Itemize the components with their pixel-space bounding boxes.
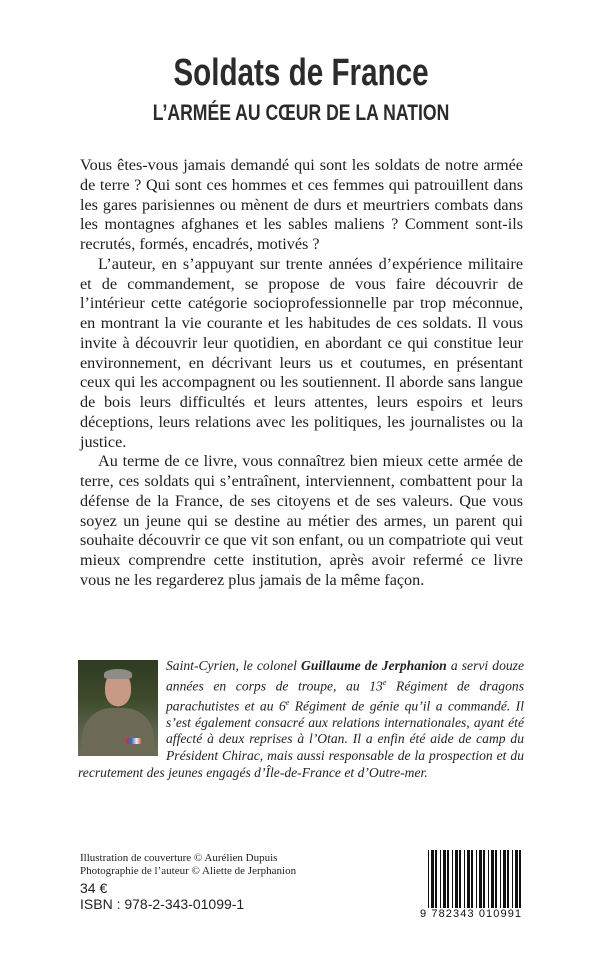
author-name: Guillaume de Jerphanion: [301, 658, 447, 673]
credits: [80, 852, 296, 878]
barcode: [420, 850, 526, 922]
blurb-paragraph: L’auteur, en s’appuyant sur trente années d’expérience militaire et de commandement, se propose de vous faire découvrir de l’intérieur cette catégorie socioprofessionnelle par trop méconnue, en montrant la vie courante et les habitudes de ces soldats. Il vous invite à découvrir leur quotidien, en abordant ce qui constitue leur environnement, en décrivant leurs us et coutumes, en présentant ceux qui les accompagnent ou les soutiennent. Il aborde sans langue de bois leurs difficultés et leurs attentes, leurs espoirs et leurs déceptions, leurs relations avec les politiques, les journalistes ou la justice.: [80, 254, 523, 451]
back-cover-blurb: [80, 156, 523, 591]
bio-text: Régiment de génie qu’il a commandé. Il s’est également consacré aux relations internationales, ayant été affecté à deux reprises à l’Otan. Il a enfin été aide de camp du Président Chirac, mais aussi responsable de la prospection et du recrutement des jeunes engagés d’Île-de-France et d’Outre-mer.: [78, 698, 524, 780]
bio-text: a servi douze années en corps de troupe, au 13: [166, 658, 524, 694]
photo-credit: Photographie de l’auteur © Aliette de Jerphanion: [80, 865, 297, 877]
price-isbn: [80, 880, 244, 912]
author-bio: [78, 658, 524, 781]
isbn: ISBN : 978-2-343-01099-1: [80, 896, 245, 912]
bio-sup: e: [285, 697, 290, 707]
price: 34 €: [80, 880, 108, 896]
bio-sup: e: [382, 677, 387, 687]
bio-text: Régiment de dragons parachutistes et au 6: [166, 678, 524, 714]
book-subtitle: L’ARMÉE AU CŒUR DE LA NATION: [152, 100, 450, 125]
illustration-credit: Illustration de couverture © Aurélien Dupuis: [80, 852, 278, 864]
bio-text: Saint-Cyrien, le colonel: [166, 658, 302, 673]
book-title: Soldats de France: [173, 52, 429, 94]
barcode-digits: 9 782343 010991: [420, 908, 523, 920]
blurb-paragraph: Vous êtes-vous jamais demandé qui sont les soldats de notre armée de terre ? Qui sont ces hommes et ces femmes qui patrouillent dans les gares parisiennes ou mènent de durs et meurtriers combats dans les montagnes afghanes et les sables maliens ? Comment sont-ils recrutés, formés, encadrés, motivés ?: [80, 156, 523, 253]
barcode-bars: [428, 850, 524, 908]
blurb-paragraph: Au terme de ce livre, vous connaîtrez bien mieux cette armée de terre, ces soldats qui s’entraînent, interviennent, combattent pour la défense de la France, de ses citoyens et de ses valeurs. Que vous soyez un jeune qui se destine au métier des armes, un parent qui souhaite découvrir ce que vit son enfant, ou un compatriote qui veut mieux comprendre cette institution, après avoir refermé ce livre vous ne les regarderez plus jamais de la même façon.: [80, 452, 523, 589]
author-photo: [78, 660, 158, 756]
barcode-bar: [521, 850, 524, 908]
